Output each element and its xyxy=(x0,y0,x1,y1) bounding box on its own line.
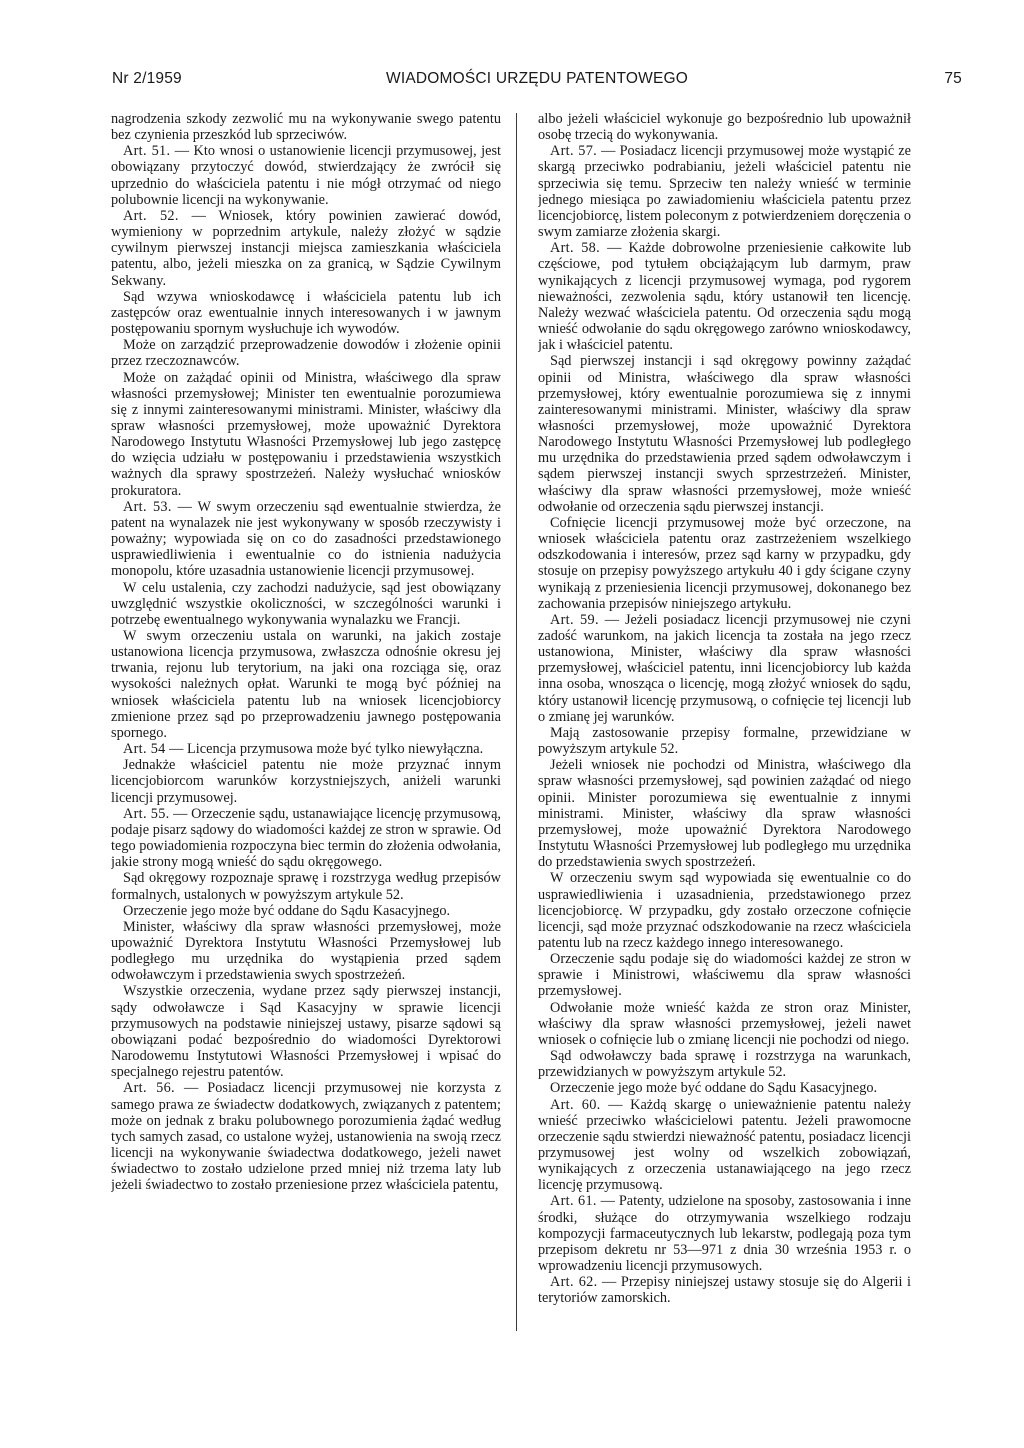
paragraph xyxy=(111,208,501,289)
paragraph-text: Jeżeli wniosek nie pochodzi od Ministra, właściwego dla spraw własności przemysłowej, sąd powinien zażądać od niego opinii. Minister porozumiewa się ewentualnie z innymi ministrami. Minister, właściwy dla spraw własności przemysłowej, może upoważnić Dyrektora Narodowego Instytutu Własności Przemysłowej lub podległego mu urzędnika do przedstawienia swych spostrzeżeń. xyxy=(538,757,911,871)
paragraph xyxy=(538,1000,911,1048)
article-label: Art. 53. xyxy=(123,498,172,515)
paragraph-text: Odwołanie może wnieść każda ze stron oraz Minister, właściwy dla spraw własności przemysłowej, jeżeli nawet wniosek o cofnięcie lub o zmianę licencji nie pochodzi od niego. xyxy=(538,999,911,1048)
article-label: Art. 57. xyxy=(550,143,598,160)
article-label: Art. 51. xyxy=(123,143,171,160)
paragraph-text: Cofnięcie licencji przymusowej może być orzeczone, na wniosek właściciela patentu oraz zastrzeżeniem wszelkiego odszkodowania i interesów, przez sąd karny w przypadku, gdy stosuje on przepisy powyższego artykułu 40 i gdy ścigane czyny wynikają z przeniesienia licencji przymusowej, dokonanego bez zachowania przepisów niniejszego artykułu. xyxy=(538,514,911,612)
paragraph xyxy=(538,515,911,612)
paragraph-text: — Posiadacz licencji przymusowej nie korzysta z samego prawa ze świadectw dodatkowych, związanych z patentem; może on jednak z braku polubownego porozumienia żądać według tych samych zasad, co ustalone wyżej, ustanowienia na swoją rzecz licencji na wykonywanie świadectwa dodatkowego, jeżeli nawet świadectwo to zostało udzielone przed mniej niż trzema laty lub jeżeli świadectwo to zostało przeniesione przez właściciela patentu, xyxy=(111,1080,501,1194)
paragraph-text: Sąd odwoławczy bada sprawę i rozstrzyga na warunkach, przewidzianych w powyższym artykule 52. xyxy=(538,1048,911,1081)
paragraph-text: Sąd okręgowy rozpoznaje sprawę i rozstrzyga według przepisów formalnych, ustalonych w powyższym artykule 52. xyxy=(111,870,501,903)
article-label: Art. 58. xyxy=(550,240,601,257)
paragraph xyxy=(111,337,501,369)
paragraph xyxy=(111,870,501,902)
page-number: 75 xyxy=(944,70,962,87)
paragraph xyxy=(111,499,501,580)
paragraph-text: W orzeczeniu swym sąd wypowiada się ewentualnie co do usprawiedliwienia i uzasadnienia, przedstawionego przez licencjobiorcę. W przypadku, gdy zostało orzeczone cofnięcie licencji, sąd może przyznać odszkodowanie na rzecz właściciela patentu lub na rzecz każdego innego interesowanego. xyxy=(538,870,911,951)
paragraph-text: — Jeżeli posiadacz licencji przymusowej nie czyni zadość warunkom, na jakich licencja ta została na jego rzecz ustanowiona, Minister, właściwy dla spraw własności przemysłowej, właściciel patentu, inni licencjobiorcy lub każda inna osoba, wnosząca o licencję, mogą złożyć wniosek do sądu, który ustanowił licencję przymusową, o cofnięcie tej licencji lub o zmianę jej warunków. xyxy=(538,611,911,725)
paragraph-text: — Posiadacz licencji przymusowej może wystąpić ze skargą przeciwko podrabianiu, jeżeli właściciel patentu nie sprzeciwia się temu. Sprzeciw ten należy wnieść w terminie jednego miesiąca po zawiadomieniu właściciela patentu przez licencjobiorcę, listem poleconym z potwierdzeniem doręczenia o swym zamiarze złożenia skargi. xyxy=(538,143,911,241)
paragraph-text: Mają zastosowanie przepisy formalne, przewidziane w powyższym artykule 52. xyxy=(538,724,911,758)
paragraph-text: W swym orzeczeniu ustala on warunki, na jakich zostaje ustanowiona licencja przymusowa, zwłaszcza odnośnie okresu jej trwania, rejonu lub terytorium, na jaki ona rozciąga się, oraz wysokości należnych opłat. Warunki te mogą być później na wniosek właściciela patentu lub na wniosek licencjobiorcy zmienione przez sąd po przeprowadzeniu jawnego postępowania spornego. xyxy=(111,628,501,741)
paragraph-text: — Wniosek, który powinien zawierać dowód, wymieniony w poprzednim artykule, należy złożyć w sądzie cywilnym pierwszej instancji miejsca zamieszkania właściciela patentu, albo, jeżeli mieszka on za granicą, w Sądzie Cywilnym Sekwany. xyxy=(111,207,501,289)
paragraph xyxy=(538,143,911,240)
column-divider xyxy=(516,113,517,1331)
paragraph-text: — Każdą skargę o unieważnienie patentu należy wnieść przeciwko właścicielowi patentu. Jeżeli prawomocne orzeczenie sądu stwierdzi nieważność patentu, posiadacz licencji przymusowej jest wolny od wszelkich zobowiązań, wynikających z orzeczenia ustanawiającego na jego rzecz licencję przymusową. xyxy=(538,1096,911,1194)
journal-title: WIADOMOŚCI URZĘDU PATENTOWEGO xyxy=(385,70,689,87)
paragraph xyxy=(111,757,501,805)
paragraph xyxy=(111,806,501,871)
issue-number: Nr 2/1959 xyxy=(112,70,182,87)
paragraph-text: — Orzeczenie sądu, ustanawiające licencję przymusową, podaje pisarz sądowy do wiadomości każdej ze stron w sprawie. Od tego powiadomienia rozpoczyna biec termin do złożenia odwołania, jakie strony mogą wnieść do sądu okręgowego. xyxy=(111,805,501,871)
paragraph-text: — Kto wnosi o ustanowienie licencji przymusowej, jest obowiązany przytoczyć dowód, stwierdzający że zwrócił się uprzednio do właściciela patentu i nie mógł otrzymać od niego polubownie licencji na wykonywanie. xyxy=(111,143,501,208)
paragraph xyxy=(111,289,501,337)
paragraph xyxy=(111,370,501,499)
paragraph xyxy=(538,1080,911,1096)
paragraph-text: Wszystkie orzeczenia, wydane przez sądy pierwszej instancji, sądy odwoławcze i Sąd Kasacyjny w sprawie licencji przymusowych na podstawie niniejszej ustawy, pisarze sądowi są obowiązani podać bezpośrednio do wiadomości Dyrektorowi Narodowemu Instytutowi Własności Przemysłowej i wpisać do specjalnego rejestru patentów. xyxy=(111,983,501,1081)
paragraph xyxy=(111,903,501,919)
paragraph xyxy=(538,612,911,725)
article-label: Art. 61. xyxy=(550,1193,597,1210)
paragraph-text: W celu ustalenia, czy zachodzi nadużycie, sąd jest obowiązany uwzględnić wszystkie okoliczności, w szczególności warunki i potrzebę ewentualnego wykonywania wynalazku we Francji. xyxy=(111,579,501,628)
paragraph-text: Może on zażądać opinii od Ministra, właściwego dla spraw własności przemysłowej; Minister ten ewentualnie porozumiewa się z innymi zainteresowanymi ministrami. Minister, właściwy dla spraw własności przemysłowej, może upoważnić Dyrektora Narodowego Instytutu Własności Przemysłowej lub jego zastępcę do wzięcia udziału w postępowaniu i przedstawienia wszystkich ważnych dla sprawy spostrzeżeń. Należy wysłuchać wniosków prokuratora. xyxy=(111,369,501,499)
paragraph-text: Orzeczenie jego może być oddane do Sądu Kasacyjnego. xyxy=(550,1080,878,1097)
paragraph-text: — Licencja przymusowa może być tylko niewyłączna. xyxy=(165,741,484,758)
paragraph xyxy=(111,983,501,1080)
paragraph xyxy=(111,628,501,741)
paragraph-text: Orzeczenie jego może być oddane do Sądu Kasacyjnego. xyxy=(123,902,451,919)
left-text-column xyxy=(111,111,501,1341)
paragraph-text: albo jeżeli właściciel wykonuje go bezpośrednio lub upoważnił osobę trzecią do wykonywania. xyxy=(538,111,911,144)
article-label: Art. 54 xyxy=(123,741,166,758)
paragraph xyxy=(111,1080,501,1193)
article-label: Art. 55. xyxy=(123,805,170,822)
paragraph xyxy=(538,111,911,143)
paragraph xyxy=(538,951,911,999)
paragraph xyxy=(111,143,501,208)
paragraph xyxy=(111,580,501,628)
article-label: Art. 59. xyxy=(550,611,599,628)
article-label: Art. 52. xyxy=(123,207,179,224)
article-label: Art. 60. xyxy=(550,1096,601,1113)
paragraph xyxy=(538,353,911,515)
paragraph xyxy=(538,870,911,951)
paragraph-text: — Przepisy niniejszej ustawy stosuje się do Algerii i terytoriów zamorskich. xyxy=(538,1274,911,1307)
paragraph-text: — Każde dobrowolne przeniesienie całkowite lub częściowe, pod tytułem obciążającym lub darmym, praw wynikających z licencji przymusowej wymaga, pod rygorem nieważności, zezwolenia sądu, który ustanowił ten licencję. Należy wezwać właściciela patentu. Od orzeczenia sądu mogą wnieść odwołanie do sądu okręgowego zarówno wnioskodawcy, jak i właściciel patentu. xyxy=(538,240,911,354)
paragraph xyxy=(111,919,501,984)
paragraph-text: Sąd pierwszej instancji i sąd okręgowy powinny zażądać opinii od Ministra, właściwego dla spraw własności przemysłowej, który ewentualnie porozumiewa się z innymi zainteresowanymi ministrami. Minister, właściwy dla spraw własności przemysłowej, może upoważnić Dyrektora Narodowego Instytutu Własności Przemysłowej lub podległego mu urzędnika do przedstawienia przed sądem odwoławczym i sądem pierwszej instancji swych sprzestrzeżeń. Minister, właściwy dla spraw własności przemysłowej, może wnieść odwołanie od orzeczenia sądu pierwszej instancji. xyxy=(538,353,911,515)
right-text-column xyxy=(538,111,911,1341)
paragraph xyxy=(538,240,911,353)
paragraph xyxy=(111,111,501,143)
paragraph-text: — W swym orzeczeniu sąd ewentualnie stwierdza, że patent na wynalazek nie jest wykonywany w sposób rzeczywisty i poważny; wypowiada się on co do zasadności przedstawionego usprawiedliwienia i ewentualnie co do istnienia nadużycia monopolu, które uzasadnia ustanowienie licencji przymusowej. xyxy=(111,498,501,580)
paragraph xyxy=(538,1097,911,1194)
paragraph-text: Minister, właściwy dla spraw własności przemysłowej, może upoważnić Dyrektora Instytutu Własności Przemysłowej lub podległego mu urzędnika do wystąpienia przed sądem odwoławczym i przedstawienia swych spostrzeżeń. xyxy=(111,918,501,984)
paragraph xyxy=(538,757,911,870)
paragraph-text: — Patenty, udzielone na sposoby, zastosowania i inne środki, służące do otrzymywania wszelkiego rodzaju kompozycji farmaceutycznych lub lekarstw, podlegają poza tym przepisom dekretu nr 53—971 z dnia 30 września 1953 r. o wprowadzeniu licencji przymusowych. xyxy=(538,1193,911,1275)
article-label: Art. 56. xyxy=(123,1080,175,1097)
paragraph xyxy=(538,1048,911,1080)
paragraph-text: Sąd wzywa wnioskodawcę i właściciela patentu lub ich zastępców oraz ewentualnie innych interesowanych i w jawnym postępowaniu spornym wysłuchuje ich wywodów. xyxy=(111,288,501,338)
page-header xyxy=(112,70,962,92)
paragraph-text: nagrodzenia szkody zezwolić mu na wykonywanie swego patentu bez czynienia przeszkód lub sprzeciwów. xyxy=(111,111,501,144)
article-label: Art. 62. xyxy=(550,1274,598,1291)
paragraph-text: Jednakże właściciel patentu nie może przyznać innym licencjobiorcom warunków korzystniejszych, aniżeli warunki licencji przymusowej. xyxy=(111,757,501,806)
paragraph xyxy=(538,1274,911,1306)
paragraph-text: Może on zarządzić przeprowadzenie dowodów i złożenie opinii przez rzeczoznawców. xyxy=(111,337,501,370)
paragraph xyxy=(538,725,911,757)
paragraph xyxy=(538,1193,911,1274)
paragraph xyxy=(111,741,501,757)
paragraph-text: Orzeczenie sądu podaje się do wiadomości każdej ze stron w sprawie i Ministrowi, właściwemu dla spraw własności przemysłowej. xyxy=(538,951,911,1000)
